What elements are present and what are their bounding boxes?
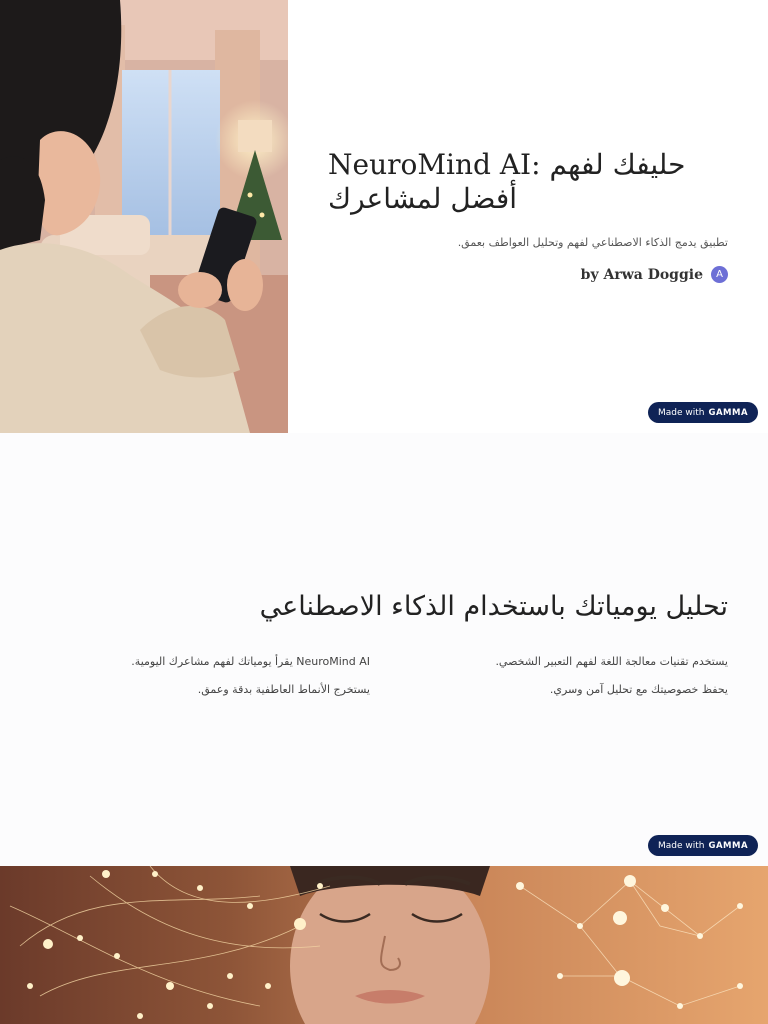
feature-column-right xyxy=(398,655,728,711)
feature-column-left xyxy=(40,655,370,711)
made-with-gamma-badge[interactable] xyxy=(648,835,758,856)
neural-face-banner xyxy=(0,866,768,1024)
feature-text: يستخدم تقنيات معالجة اللغة لفهم التعبير الشخصي. xyxy=(495,655,728,668)
made-with-gamma-badge[interactable] xyxy=(648,402,758,423)
section-title: تحليل يومياتك باستخدام الذكاء الاصطناعي xyxy=(259,591,728,622)
badge-prefix: Made with xyxy=(657,840,705,851)
author-name: by Arwa Doggie xyxy=(580,266,703,283)
photo-illustration xyxy=(0,0,288,433)
avatar: A xyxy=(711,266,728,283)
title-slide xyxy=(0,0,768,433)
journal-analysis-slide xyxy=(0,433,768,866)
title-line-1: NeuroMind AI: حليفك لفهم xyxy=(328,148,686,181)
subtitle: تطبيق يدمج الذكاء الاصطناعي لفهم وتحليل العواطف بعمق. xyxy=(457,236,728,249)
gamma-logo: GAMMA xyxy=(708,407,749,418)
page-title xyxy=(328,148,728,216)
feature-text: NeuroMind AI يقرأ يومياتك لفهم مشاعرك اليومية. xyxy=(131,655,370,668)
woman-with-phone-photo xyxy=(0,0,288,433)
neural-face-illustration xyxy=(0,866,768,1024)
badge-prefix: Made with xyxy=(657,407,705,418)
feature-text: يحفظ خصوصيتك مع تحليل آمن وسري. xyxy=(549,683,728,696)
author-byline xyxy=(581,266,728,283)
feature-text: يستخرج الأنماط العاطفية بدقة وعمق. xyxy=(197,683,370,696)
title-line-2: أفضل لمشاعرك xyxy=(328,182,518,215)
gamma-logo: GAMMA xyxy=(708,840,749,851)
